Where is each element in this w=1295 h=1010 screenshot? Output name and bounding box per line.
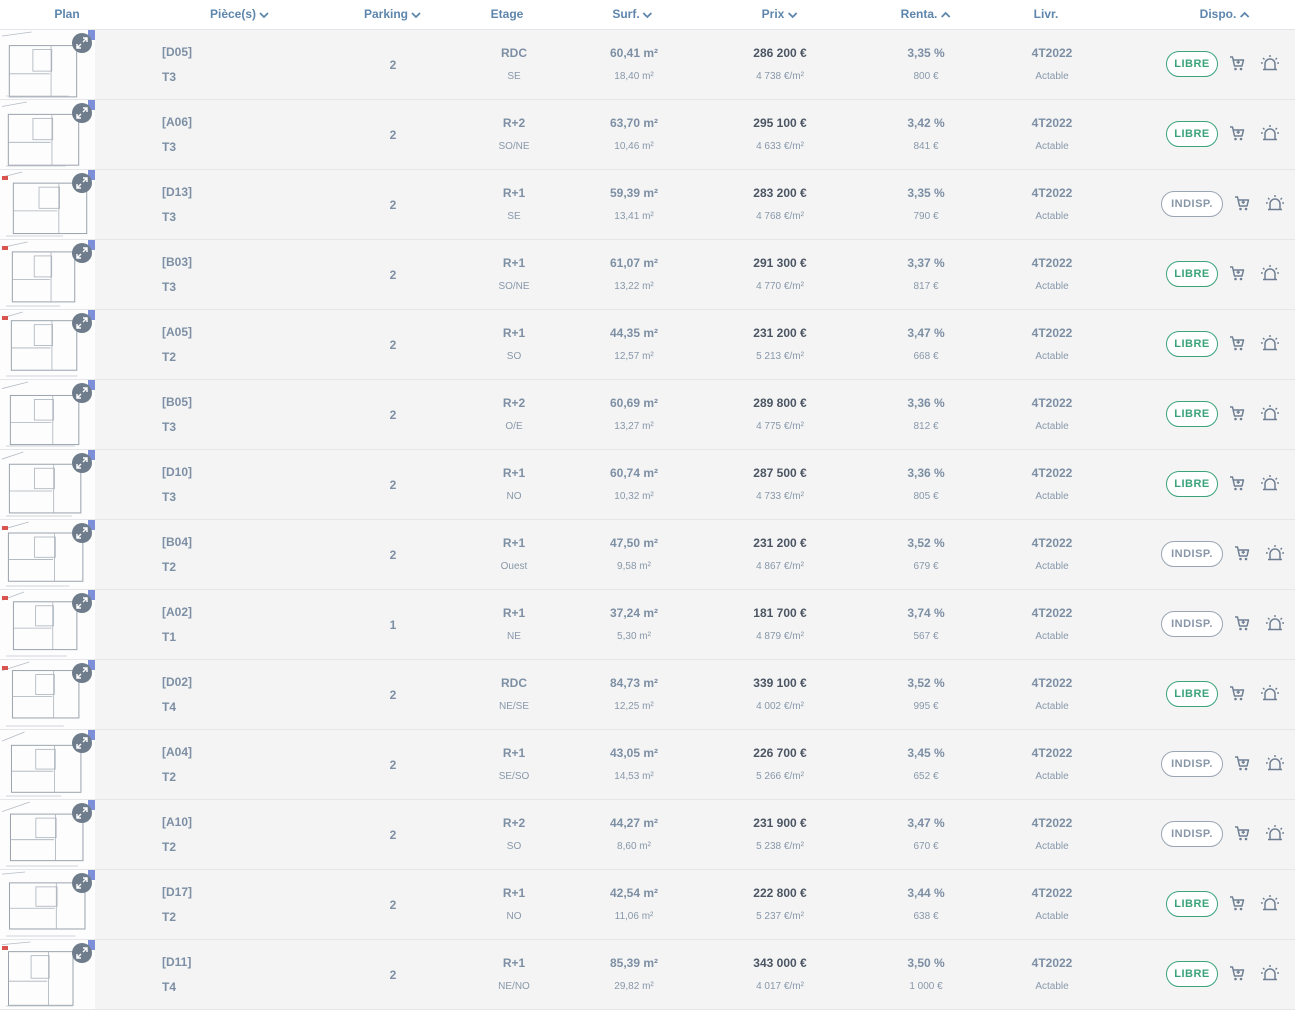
parking-count: 2	[389, 828, 397, 842]
table-row	[0, 310, 1295, 380]
alarm-icon[interactable]	[1260, 124, 1278, 142]
table-row	[0, 730, 1295, 800]
cart-icon[interactable]	[1228, 404, 1246, 422]
table-row	[0, 240, 1295, 310]
lot-number: [D17]	[162, 885, 193, 899]
parking-count: 2	[389, 338, 397, 352]
delivery-status: Actable	[1035, 71, 1069, 82]
expand-icon[interactable]	[72, 173, 92, 193]
floor-plan-thumbnail[interactable]	[0, 520, 95, 589]
price: 222 800 €	[753, 886, 807, 900]
table-row	[0, 30, 1295, 100]
floor-level: R+1	[502, 326, 526, 340]
cart-icon[interactable]	[1233, 544, 1251, 562]
lot-type: T3	[162, 70, 177, 84]
parking-count: 2	[389, 478, 397, 492]
delivery-status: Actable	[1035, 491, 1069, 502]
exterior-surface: 10,32 m²	[614, 491, 654, 502]
cart-icon[interactable]	[1228, 54, 1246, 72]
lot-type: T2	[162, 770, 177, 784]
exterior-surface: 14,53 m²	[614, 771, 654, 782]
delivery-date: 4T2022	[1031, 256, 1073, 270]
floor-plan-thumbnail[interactable]	[0, 800, 95, 869]
availability-badge-libre[interactable]: LIBRE	[1166, 471, 1218, 497]
floor-level: R+2	[502, 116, 526, 130]
price-per-m2: 4 738 €/m²	[756, 71, 804, 82]
lot-number: [B04]	[162, 535, 193, 549]
header-etage: Etage	[490, 7, 524, 21]
floor-level: R+1	[502, 186, 526, 200]
delivery-status: Actable	[1035, 421, 1069, 432]
price: 289 800 €	[753, 396, 807, 410]
header-surf[interactable]: Surf.	[612, 0, 653, 29]
rent: 995 €	[913, 701, 939, 712]
cart-icon[interactable]	[1233, 754, 1251, 772]
exterior-surface: 9,58 m²	[617, 561, 651, 572]
rent: 638 €	[913, 911, 939, 922]
yield: 3,52 %	[907, 536, 945, 550]
yield: 3,44 %	[907, 886, 945, 900]
availability-badge-indisp[interactable]: INDISP.	[1161, 751, 1223, 777]
chevron-down-icon	[410, 10, 422, 20]
yield: 3,52 %	[907, 676, 945, 690]
exterior-surface: 11,06 m²	[614, 911, 654, 922]
exterior-surface: 29,82 m²	[614, 981, 654, 992]
lot-type: T1	[162, 630, 177, 644]
availability-badge-indisp[interactable]: INDISP.	[1161, 821, 1223, 847]
expand-icon[interactable]	[72, 523, 92, 543]
exterior-surface: 18,40 m²	[614, 71, 654, 82]
lot-type: T3	[162, 490, 177, 504]
delivery-status: Actable	[1035, 141, 1069, 152]
price: 287 500 €	[753, 466, 807, 480]
price: 286 200 €	[753, 46, 807, 60]
alarm-icon[interactable]	[1265, 544, 1283, 562]
exterior-surface: 12,25 m²	[614, 701, 654, 712]
header-plan: Plan	[54, 7, 80, 21]
delivery-status: Actable	[1035, 351, 1069, 362]
delivery-date: 4T2022	[1031, 466, 1073, 480]
yield: 3,37 %	[907, 256, 945, 270]
expand-icon[interactable]	[72, 243, 92, 263]
orientation: NE/SE	[498, 701, 530, 712]
parking-count: 2	[389, 408, 397, 422]
surface: 61,07 m²	[609, 256, 659, 270]
chevron-down-icon	[786, 10, 798, 20]
surface: 84,73 m²	[609, 676, 659, 690]
delivery-date: 4T2022	[1031, 116, 1073, 130]
expand-icon[interactable]	[72, 873, 92, 893]
rent: 817 €	[913, 281, 939, 292]
expand-icon[interactable]	[72, 313, 92, 333]
floor-level: RDC	[501, 46, 527, 60]
lot-number: [A04]	[162, 745, 193, 759]
table-row	[0, 870, 1295, 940]
table-row	[0, 940, 1295, 1010]
orientation: SE	[507, 71, 521, 82]
lot-number: [D11]	[162, 955, 192, 969]
surface: 44,35 m²	[609, 326, 659, 340]
lot-number: [B03]	[162, 255, 193, 269]
floor-level: R+1	[502, 606, 526, 620]
parking-count: 2	[389, 758, 397, 772]
lot-type: T4	[162, 700, 177, 714]
alarm-icon[interactable]	[1260, 264, 1278, 282]
delivery-status: Actable	[1035, 771, 1069, 782]
price: 291 300 €	[753, 256, 807, 270]
exterior-surface: 12,57 m²	[614, 351, 654, 362]
availability-badge-libre[interactable]: LIBRE	[1166, 961, 1218, 987]
orientation: SO	[506, 351, 522, 362]
lot-type: T4	[162, 980, 177, 994]
floor-plan-thumbnail[interactable]	[0, 870, 95, 939]
surface: 59,39 m²	[609, 186, 659, 200]
lot-number: [B05]	[162, 395, 193, 409]
floor-level: R+1	[502, 956, 526, 970]
parking-count: 2	[389, 198, 397, 212]
yield: 3,50 %	[907, 956, 945, 970]
orientation: NE/NO	[498, 981, 530, 992]
yield: 3,45 %	[907, 746, 945, 760]
delivery-date: 4T2022	[1031, 676, 1073, 690]
availability-badge-libre[interactable]: LIBRE	[1166, 681, 1218, 707]
yield: 3,47 %	[907, 816, 945, 830]
lot-type: T3	[162, 420, 177, 434]
surface: 42,54 m²	[609, 886, 659, 900]
expand-icon[interactable]	[72, 383, 92, 403]
delivery-status: Actable	[1035, 211, 1069, 222]
surface: 37,24 m²	[609, 606, 659, 620]
floor-plan-thumbnail[interactable]	[0, 660, 95, 729]
orientation: SO	[506, 841, 522, 852]
floor-level: R+2	[502, 396, 526, 410]
floor-plan-thumbnail[interactable]	[0, 590, 95, 659]
orientation: SE/SO	[498, 771, 530, 782]
chevron-up-icon	[1238, 10, 1250, 20]
table-row	[0, 100, 1295, 170]
price-per-m2: 4 733 €/m²	[756, 491, 804, 502]
table-row	[0, 170, 1295, 240]
lot-type: T2	[162, 350, 177, 364]
lot-type: T2	[162, 910, 177, 924]
availability-badge-libre[interactable]: LIBRE	[1166, 331, 1218, 357]
lot-type: T3	[162, 280, 177, 294]
surface: 60,69 m²	[609, 396, 659, 410]
floor-plan-thumbnail[interactable]	[0, 310, 95, 379]
yield: 3,74 %	[907, 606, 945, 620]
expand-icon[interactable]	[72, 593, 92, 613]
availability-badge-libre[interactable]: LIBRE	[1166, 261, 1218, 287]
cart-icon[interactable]	[1228, 264, 1246, 282]
delivery-status: Actable	[1035, 561, 1069, 572]
floor-level: R+1	[502, 886, 526, 900]
header-renta[interactable]: Renta.	[901, 0, 952, 29]
surface: 44,27 m²	[609, 816, 659, 830]
floor-level: RDC	[501, 676, 527, 690]
cart-icon[interactable]	[1228, 894, 1246, 912]
price: 181 700 €	[753, 606, 807, 620]
lot-number: [D13]	[162, 185, 193, 199]
chevron-up-icon	[939, 10, 951, 20]
yield: 3,36 %	[907, 396, 945, 410]
alarm-icon[interactable]	[1260, 964, 1278, 982]
table-body	[0, 30, 1295, 1010]
delivery-status: Actable	[1035, 701, 1069, 712]
floor-level: R+1	[502, 466, 526, 480]
lot-type: T2	[162, 840, 177, 854]
availability-badge-libre[interactable]: LIBRE	[1166, 51, 1218, 77]
price-per-m2: 4 633 €/m²	[756, 141, 804, 152]
price-per-m2: 5 238 €/m²	[756, 841, 804, 852]
delivery-date: 4T2022	[1031, 46, 1073, 60]
delivery-date: 4T2022	[1031, 186, 1073, 200]
delivery-date: 4T2022	[1031, 746, 1073, 760]
header-prix[interactable]: Prix	[762, 0, 799, 29]
price: 226 700 €	[753, 746, 807, 760]
delivery-date: 4T2022	[1031, 326, 1073, 340]
delivery-status: Actable	[1035, 841, 1069, 852]
header-livr: Livr.	[1033, 7, 1059, 21]
surface: 85,39 m²	[609, 956, 659, 970]
rent: 812 €	[913, 421, 939, 432]
exterior-surface: 13,27 m²	[614, 421, 654, 432]
lot-number: [A10]	[162, 815, 193, 829]
lot-number: [D10]	[162, 465, 193, 479]
orientation: Ouest	[500, 561, 528, 572]
table-row	[0, 800, 1295, 870]
alarm-icon[interactable]	[1265, 194, 1283, 212]
rent: 841 €	[913, 141, 939, 152]
orientation: SO/NE	[498, 281, 530, 292]
surface: 63,70 m²	[609, 116, 659, 130]
yield: 3,35 %	[907, 186, 945, 200]
alarm-icon[interactable]	[1265, 824, 1283, 842]
price: 343 000 €	[753, 956, 807, 970]
alarm-icon[interactable]	[1265, 754, 1283, 772]
exterior-surface: 5,30 m²	[617, 631, 651, 642]
parking-count: 2	[389, 128, 397, 142]
floor-plan-thumbnail[interactable]	[0, 450, 95, 519]
availability-badge-libre[interactable]: LIBRE	[1166, 401, 1218, 427]
alarm-icon[interactable]	[1260, 474, 1278, 492]
parking-count: 2	[389, 968, 397, 982]
price-per-m2: 4 002 €/m²	[756, 701, 804, 712]
delivery-date: 4T2022	[1031, 886, 1073, 900]
price-per-m2: 4 879 €/m²	[756, 631, 804, 642]
lot-type: T3	[162, 210, 177, 224]
parking-count: 2	[389, 898, 397, 912]
floor-plan-thumbnail[interactable]	[0, 240, 95, 309]
floor-level: R+1	[502, 256, 526, 270]
alarm-icon[interactable]	[1260, 334, 1278, 352]
delivery-date: 4T2022	[1031, 816, 1073, 830]
floor-plan-thumbnail[interactable]	[0, 100, 95, 169]
table-row	[0, 590, 1295, 660]
cart-icon[interactable]	[1233, 194, 1251, 212]
delivery-status: Actable	[1035, 911, 1069, 922]
orientation: NO	[506, 491, 522, 502]
yield: 3,36 %	[907, 466, 945, 480]
rent: 567 €	[913, 631, 939, 642]
floor-plan-thumbnail[interactable]	[0, 170, 95, 239]
rent: 805 €	[913, 491, 939, 502]
floor-plan-thumbnail[interactable]	[0, 30, 95, 99]
parking-count: 2	[389, 688, 397, 702]
delivery-date: 4T2022	[1031, 606, 1073, 620]
header-dispo[interactable]: Dispo.	[1200, 0, 1251, 29]
orientation: SE	[507, 211, 521, 222]
delivery-date: 4T2022	[1031, 536, 1073, 550]
surface: 43,05 m²	[609, 746, 659, 760]
price-per-m2: 5 237 €/m²	[756, 911, 804, 922]
delivery-date: 4T2022	[1031, 956, 1073, 970]
table-row	[0, 380, 1295, 450]
floor-plan-thumbnail[interactable]	[0, 730, 95, 799]
rent: 800 €	[913, 71, 939, 82]
expand-icon[interactable]	[72, 943, 92, 963]
lot-number: [A02]	[162, 605, 193, 619]
availability-badge-indisp[interactable]: INDISP.	[1161, 191, 1223, 217]
surface: 60,41 m²	[609, 46, 659, 60]
alarm-icon[interactable]	[1260, 684, 1278, 702]
price-per-m2: 4 867 €/m²	[756, 561, 804, 572]
rent: 1 000 €	[909, 981, 943, 992]
cart-icon[interactable]	[1233, 614, 1251, 632]
lot-number: [D05]	[162, 45, 193, 59]
alarm-icon[interactable]	[1260, 54, 1278, 72]
lot-number: [A06]	[162, 115, 193, 129]
cart-icon[interactable]	[1228, 124, 1246, 142]
table-row	[0, 660, 1295, 730]
availability-badge-indisp[interactable]: INDISP.	[1161, 611, 1223, 637]
expand-icon[interactable]	[72, 803, 92, 823]
yield: 3,35 %	[907, 46, 945, 60]
price-per-m2: 4 775 €/m²	[756, 421, 804, 432]
surface: 47,50 m²	[609, 536, 659, 550]
lot-type: T2	[162, 560, 177, 574]
lot-number: [D02]	[162, 675, 193, 689]
price-per-m2: 5 213 €/m²	[756, 351, 804, 362]
price-per-m2: 4 770 €/m²	[756, 281, 804, 292]
floor-plan-thumbnail[interactable]	[0, 380, 95, 449]
table-row	[0, 520, 1295, 590]
alarm-icon[interactable]	[1260, 404, 1278, 422]
availability-badge-indisp[interactable]: INDISP.	[1161, 541, 1223, 567]
price-per-m2: 4 768 €/m²	[756, 211, 804, 222]
table-row	[0, 450, 1295, 520]
alarm-icon[interactable]	[1265, 614, 1283, 632]
exterior-surface: 8,60 m²	[617, 841, 651, 852]
table-header	[0, 0, 1295, 30]
orientation: NO	[506, 911, 522, 922]
delivery-status: Actable	[1035, 981, 1069, 992]
availability-badge-libre[interactable]: LIBRE	[1166, 891, 1218, 917]
delivery-status: Actable	[1035, 281, 1069, 292]
rent: 652 €	[913, 771, 939, 782]
floor-level: R+1	[502, 536, 526, 550]
price: 231 200 €	[753, 326, 807, 340]
parking-count: 2	[389, 268, 397, 282]
alarm-icon[interactable]	[1260, 894, 1278, 912]
lot-type: T3	[162, 140, 177, 154]
exterior-surface: 13,22 m²	[614, 281, 654, 292]
cart-icon[interactable]	[1228, 474, 1246, 492]
exterior-surface: 13,41 m²	[614, 211, 654, 222]
cart-icon[interactable]	[1228, 964, 1246, 982]
floor-level: R+2	[502, 816, 526, 830]
price: 283 200 €	[753, 186, 807, 200]
expand-icon[interactable]	[72, 733, 92, 753]
exterior-surface: 10,46 m²	[614, 141, 654, 152]
chevron-down-icon	[258, 10, 270, 20]
floor-plan-thumbnail[interactable]	[0, 940, 95, 1009]
cart-icon[interactable]	[1233, 824, 1251, 842]
price: 231 200 €	[753, 536, 807, 550]
cart-icon[interactable]	[1228, 684, 1246, 702]
price: 295 100 €	[753, 116, 807, 130]
price: 231 900 €	[753, 816, 807, 830]
orientation: SO/NE	[498, 141, 530, 152]
orientation: O/E	[505, 421, 523, 432]
rent: 790 €	[913, 211, 939, 222]
surface: 60,74 m²	[609, 466, 659, 480]
rent: 668 €	[913, 351, 939, 362]
delivery-date: 4T2022	[1031, 396, 1073, 410]
parking-count: 2	[389, 58, 397, 72]
yield: 3,42 %	[907, 116, 945, 130]
cart-icon[interactable]	[1228, 334, 1246, 352]
rent: 670 €	[913, 841, 939, 852]
delivery-status: Actable	[1035, 631, 1069, 642]
expand-icon[interactable]	[72, 33, 92, 53]
yield: 3,47 %	[907, 326, 945, 340]
price: 339 100 €	[753, 676, 807, 690]
floor-level: R+1	[502, 746, 526, 760]
orientation: NE	[507, 631, 521, 642]
header-parking[interactable]: Parking	[364, 0, 422, 29]
expand-icon[interactable]	[72, 453, 92, 473]
chevron-down-icon	[642, 10, 654, 20]
expand-icon[interactable]	[72, 103, 92, 123]
expand-icon[interactable]	[72, 663, 92, 683]
rent: 679 €	[913, 561, 939, 572]
price-per-m2: 5 266 €/m²	[756, 771, 804, 782]
parking-count: 1	[389, 618, 397, 632]
availability-badge-libre[interactable]: LIBRE	[1166, 121, 1218, 147]
price-per-m2: 4 017 €/m²	[756, 981, 804, 992]
header-pieces[interactable]: Pièce(s)	[210, 0, 270, 29]
parking-count: 2	[389, 548, 397, 562]
lot-number: [A05]	[162, 325, 193, 339]
